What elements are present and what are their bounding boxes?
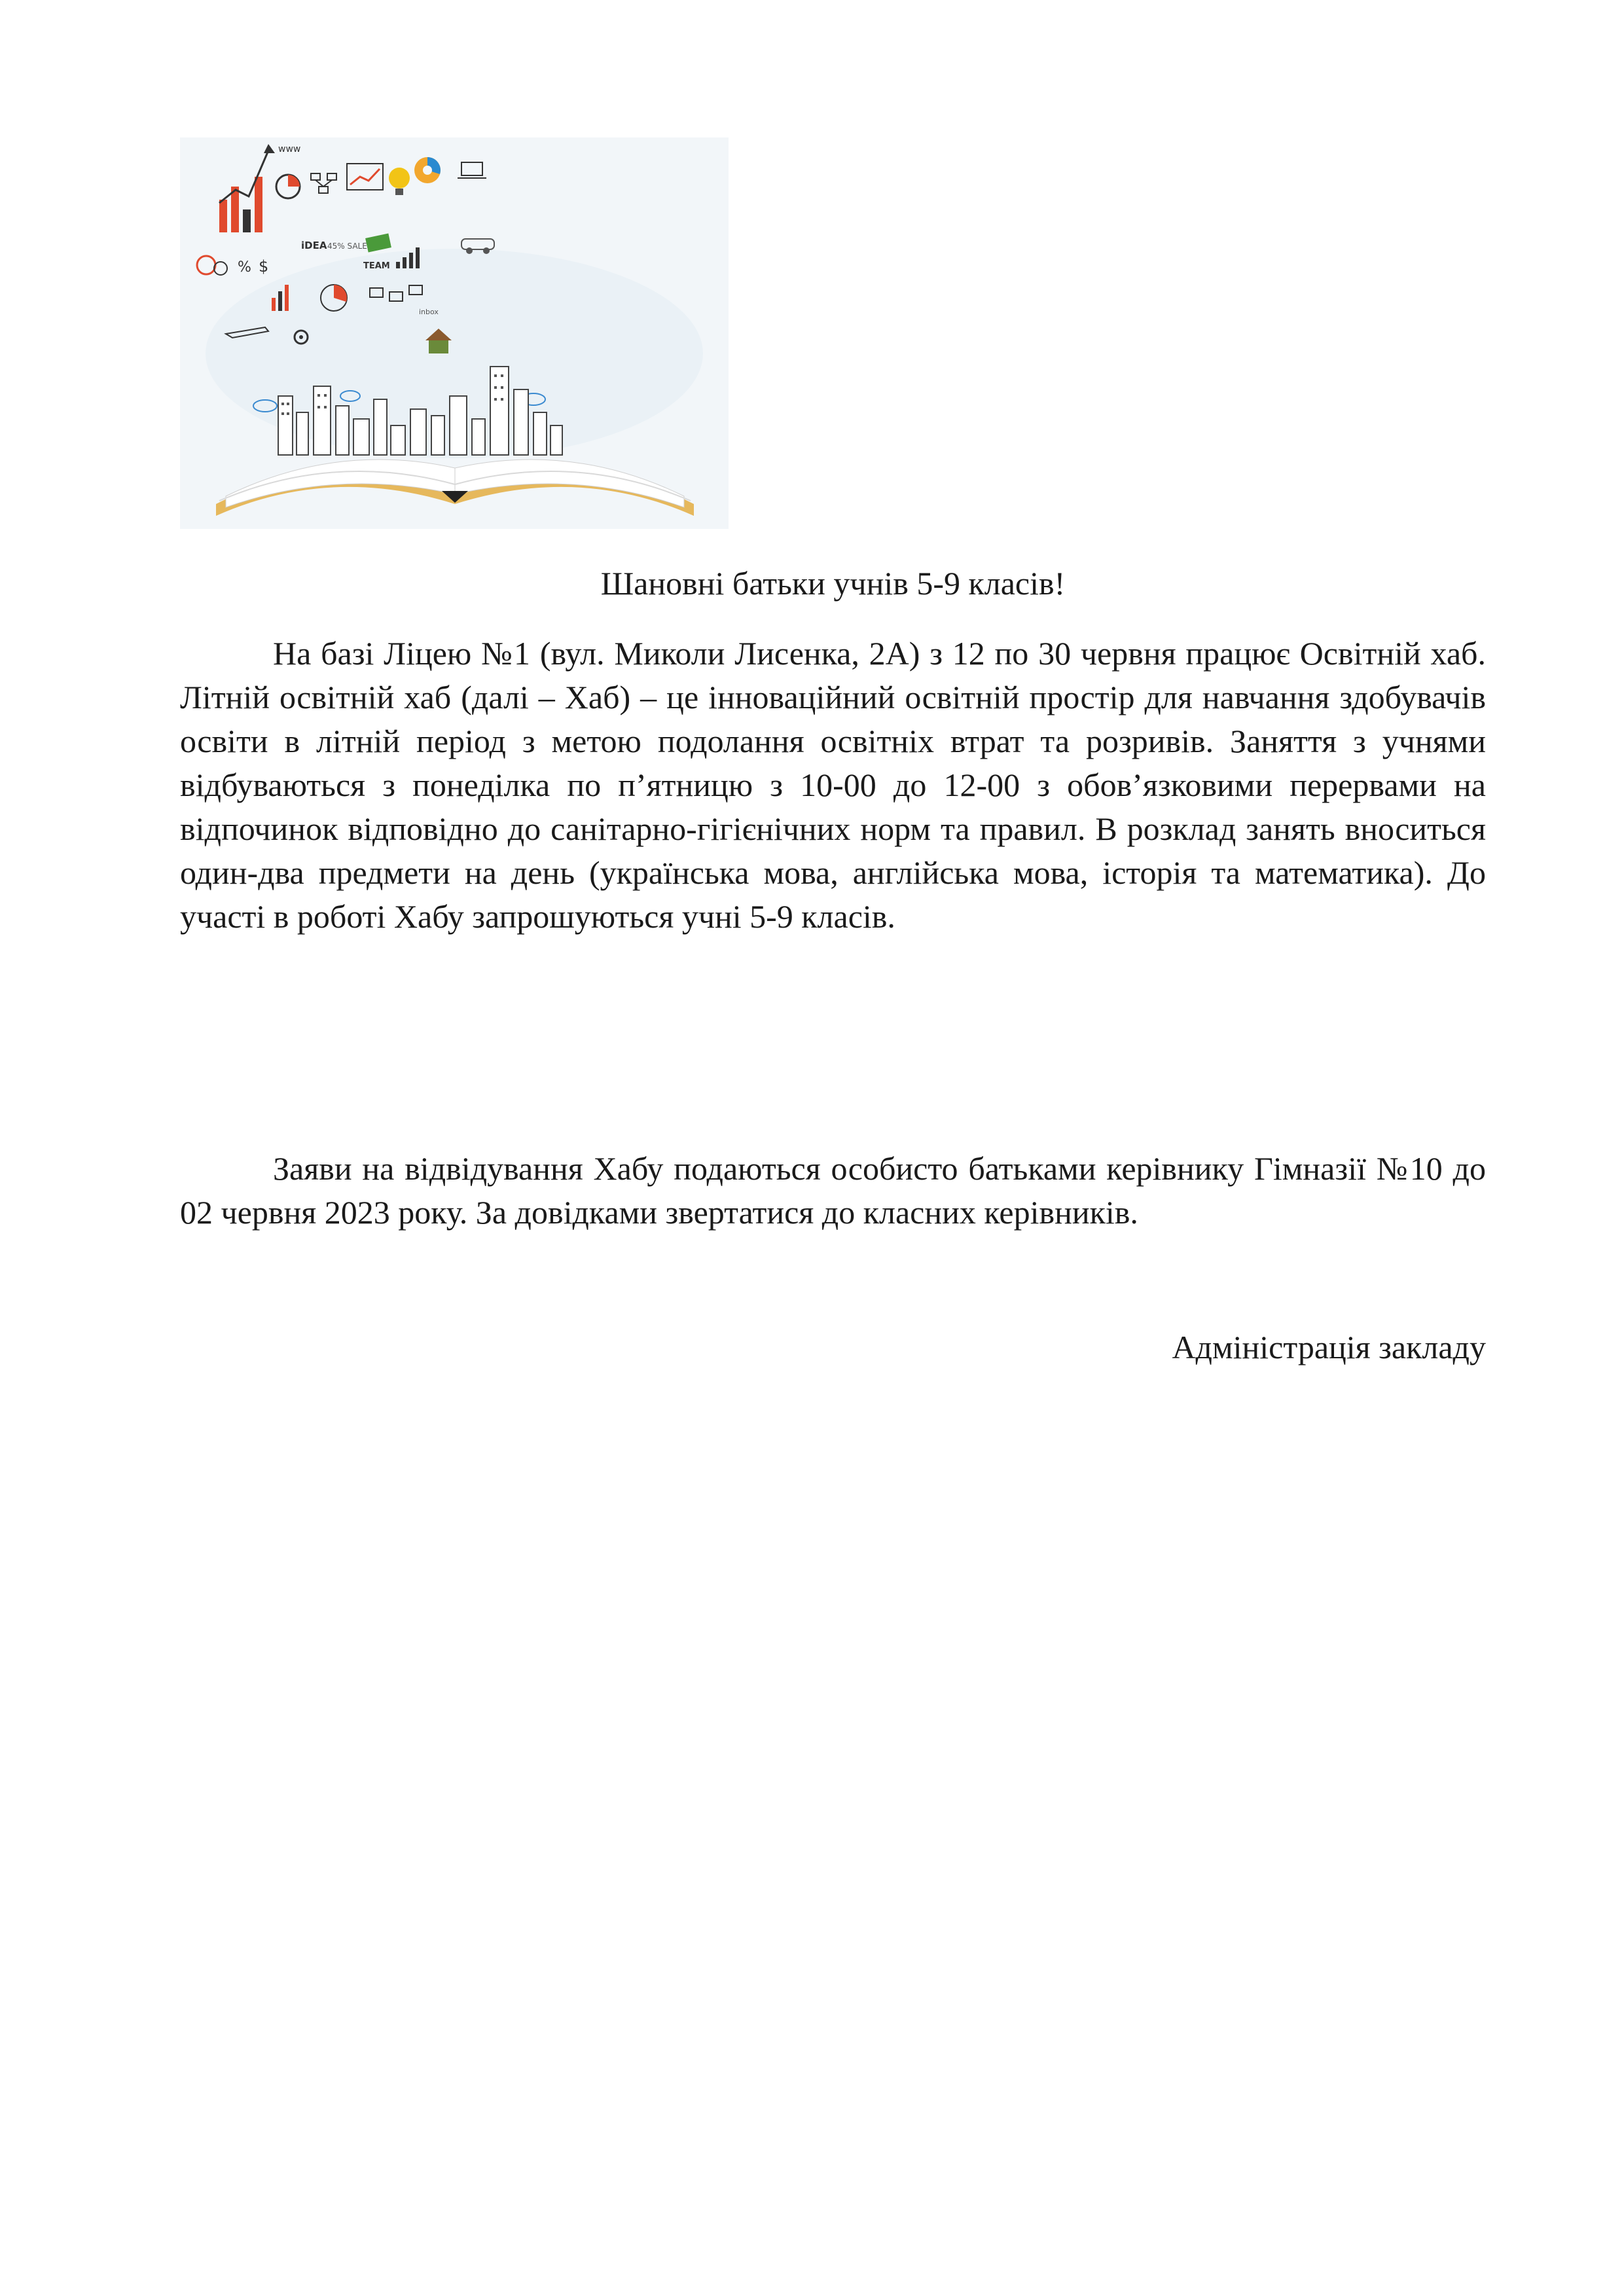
application-paragraph: Заяви на відвідування Хабу подаються особисто батьками керівнику Гімназії №10 до 02 червня 2023 року. За довідками звертатися до класних керівників. — [180, 1150, 1486, 1231]
team-label: TEAM — [363, 261, 390, 271]
open-book-ideas-illustration — [180, 137, 729, 529]
announcement-paragraph: На базі Ліцею №1 (вул. Миколи Лисенка, 2А) з 12 по 30 червня працює Освітній хаб. Літній освітній хаб (далі – Хаб) – це інноваційний освітній простір для навчання здобувачів освіти в літній період з метою подолання освітніх втрат та розривів. Заняття з учнями відбуваються з понеділка по п’ятницю з 10-00 до 12-00 з обов’язковими перервами на відпочинок відповідно до санітарно-гігієнічних норм та правил. В розклад занять вноситься один-два предмети на день (українська мова, англійська мова, історія та математика). До участі в роботі Хабу запрошуються учні 5-9 класів. — [180, 635, 1486, 935]
signature: Адміністрація закладу — [1172, 1329, 1486, 1365]
percent-label: % — [238, 259, 251, 276]
dollar-label: $ — [259, 257, 269, 276]
sale-label: 45% SALE — [327, 242, 367, 251]
www-label: www — [278, 144, 301, 154]
donut-chart-icon — [414, 157, 441, 183]
idea-label: iDEA — [301, 240, 327, 251]
inbox-label: inbox — [419, 308, 439, 316]
greeting-heading: Шановні батьки учнів 5-9 класів! — [600, 565, 1066, 602]
